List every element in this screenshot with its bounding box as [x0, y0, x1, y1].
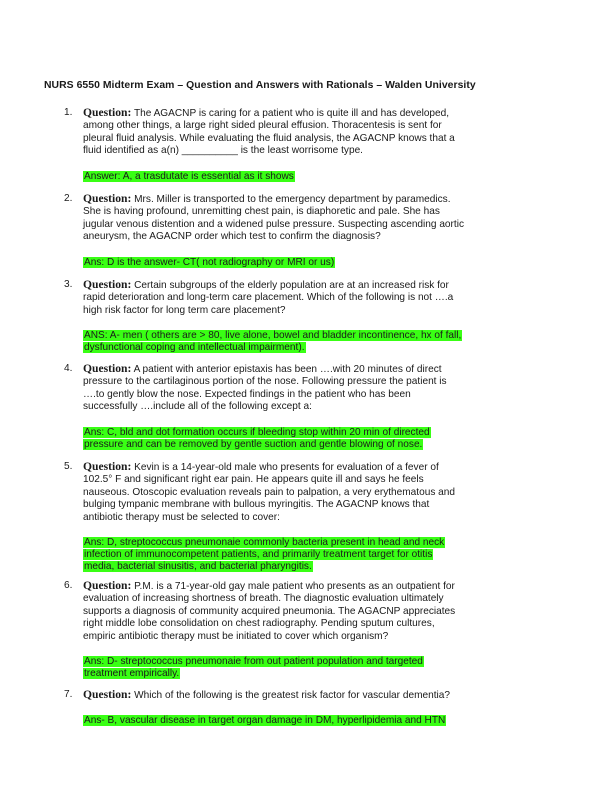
answer-block [83, 656, 465, 680]
answer-block [83, 330, 465, 354]
question-item [64, 689, 464, 727]
question-text: Certain subgroups of the elderly population are at an increased risk for rapid deterioration and long-term care placement. Which of the following is not ….a high risk factor for long term care placement? [83, 280, 454, 316]
question-label: Question: [83, 278, 132, 291]
question-label: Question: [83, 460, 132, 473]
question-item [64, 363, 464, 451]
question-item [64, 107, 464, 183]
answer-highlight: Ans: D- streptococcus pneumonaie from out patient population and targeted treatment empirically. [84, 656, 423, 680]
question-body [83, 363, 464, 414]
answer-highlight: Ans: C, bld and dot formation occurs if bleeding stop within 20 min of directed pressure and can be removed by gentle suction and gentle blowing of nose. [84, 426, 430, 450]
question-item [64, 193, 464, 269]
question-label: Question: [83, 688, 132, 701]
question-text: The AGACNP is caring for a patient who is quite ill and has developed, among other things, a large right sided pleural effusion. Thoracentesis is sent for pleural fluid analysis. While evaluating the fluid analysis, the AGACNP knows that a fluid identified as a(n) __________ is the least worrisome type. [83, 108, 455, 157]
question-number: 6. [64, 580, 73, 591]
question-number: 1. [64, 107, 73, 118]
answer-highlight: Answer: A, a trasdutate is essential as it shows [84, 170, 294, 182]
question-text: Kevin is a 14-year-old male who presents for evaluation of a fever of 102.5° F and significant right ear pain. He appears quite ill and says he feels nauseous. Otoscopic evaluation reveals pain to palpation, a very erythematous and bulging tympanic membrane with bullous myringitis. The AGACNP knows that antibiotic therapy must be selected to cover: [83, 462, 456, 523]
question-text: Mrs. Miller is transported to the emergency department by paramedics. She is having profound, unremitting chest pain, is diaphoretic and pale. She has jugular venous distention and a widened pulse pressure. Suspecting ascending aortic aneurysm, the AGACNP order which test to confirm the diagnosis? [83, 194, 465, 243]
answer-block [83, 715, 465, 727]
answer-block [83, 427, 465, 451]
answer-highlight: ANS: A- men ( others are > 80, live alone, bowel and bladder incontinence, hx of fall, dysfunctional coping and intellectual impairment). [84, 330, 462, 354]
question-number: 5. [64, 461, 73, 472]
question-body [83, 689, 464, 702]
question-body [83, 193, 464, 244]
answer-block [83, 171, 465, 183]
question-label: Question: [83, 106, 132, 119]
question-number: 7. [64, 689, 73, 700]
question-label: Question: [83, 579, 132, 592]
question-text: Which of the following is the greatest risk factor for vascular dementia? [134, 690, 450, 701]
document-title: NURS 6550 Midterm Exam – Question and Answers with Rationals – Walden University [44, 80, 476, 91]
question-number: 2. [64, 193, 73, 204]
answer-highlight: Ans- B, vascular disease in target organ damage in DM, hyperlipidemia and HTN [84, 715, 446, 727]
answer-highlight: Ans: D, streptococcus pneumonaie commonly bacteria present in head and neck infection of immunocompetent patients, and primarily treatment target for otitis media, bacterial sinusitis, and bacterial pharyngitis. [84, 537, 445, 573]
question-number: 4. [64, 363, 73, 374]
question-number: 3. [64, 279, 73, 290]
question-item [64, 461, 464, 573]
question-body [83, 461, 464, 524]
question-body [83, 580, 464, 643]
question-text: A patient with anterior epistaxis has been ….with 20 minutes of direct pressure to the cartilaginous portion of the nose. Following pressure the patient is ….to gently blow the nose. Expected findings in the patient who has been successfully ….include all of the following except a: [83, 364, 447, 413]
answer-block [83, 257, 465, 269]
question-label: Question: [83, 192, 132, 205]
question-text: P.M. is a 71-year-old gay male patient who presents as an outpatient for evaluation of increasing shortness of breath. The diagnostic evaluation ultimately supports a diagnosis of community acquired pneumonia. The AGACNP appreciates right middle lobe consolidation on chest radiography. Pending sputum cultures, empiric antibiotic therapy must be initiated to cover which organism? [83, 581, 456, 642]
answer-block [83, 537, 465, 573]
question-item [64, 580, 464, 680]
question-label: Question: [83, 362, 132, 375]
answer-highlight: Ans: D is the answer- CT( not radiography or MRI or us) [84, 256, 335, 268]
question-item [64, 279, 464, 354]
question-body [83, 107, 464, 158]
question-body [83, 279, 464, 317]
